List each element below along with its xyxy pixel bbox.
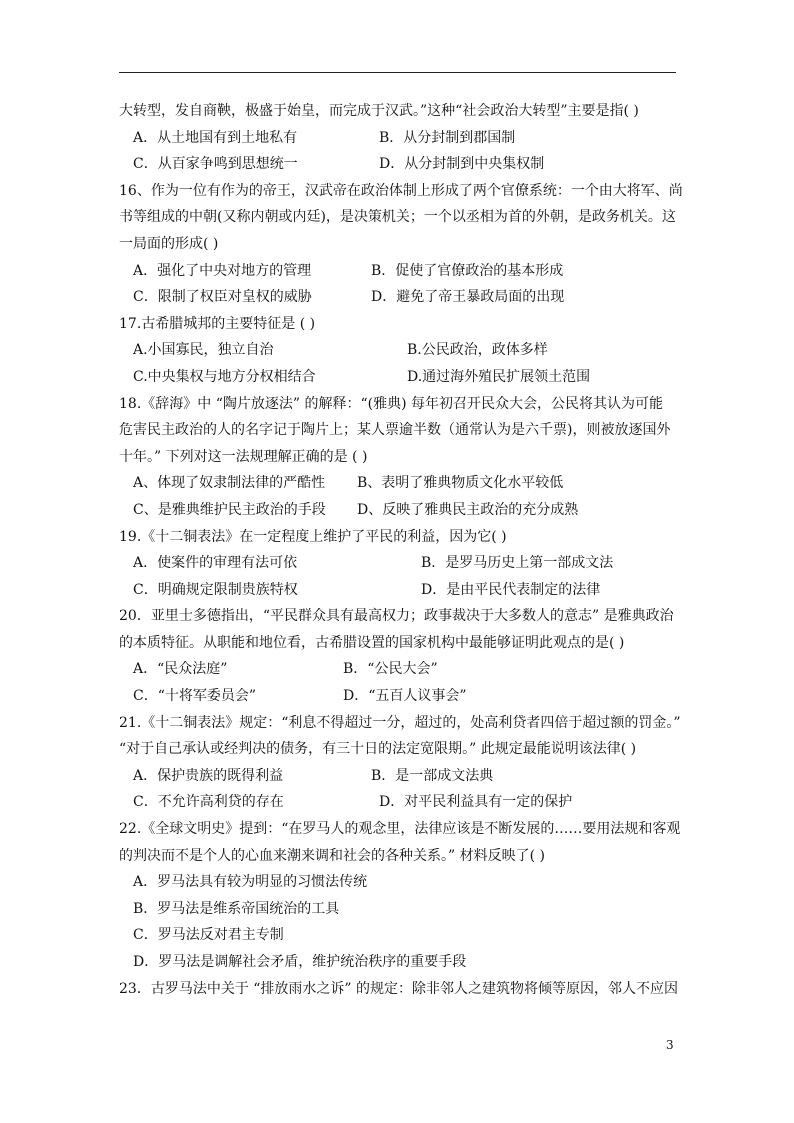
- answer-option: C．不允许高利贷的存在: [133, 794, 284, 811]
- answer-option: C．限制了权臣对皇权的威胁: [133, 289, 312, 306]
- answer-option: B．“公民大会”: [343, 661, 438, 678]
- answer-option: B.公民政治，政体多样: [407, 342, 548, 359]
- answer-option: A、体现了奴隶制法律的严酷性: [133, 475, 326, 492]
- answer-option: A．从土地国有到土地私有: [133, 129, 298, 146]
- text-line: 20．亚里士多德指出，“平民群众具有最高权力；政事裁决于大多数人的意志” 是雅典政治: [119, 608, 674, 625]
- page-number: 3: [666, 1038, 674, 1052]
- text-line: 23．古罗马法中关于 “排放雨水之诉” 的规定：除非邻人之建筑物将倾等原因，邻人不应因: [119, 980, 679, 997]
- text-line: 21.《十二铜表法》规定：“利息不得超过一分，超过的，处高利贷者四倍于超过额的罚金。”: [119, 714, 681, 731]
- option-row: [119, 151, 679, 178]
- answer-option: B．从分封制到郡国制: [379, 129, 516, 146]
- option-row: [119, 577, 679, 604]
- text-line: 的本质特征。从职能和地位看，古希腊设置的国家机构中最能够证明此观点的是( ): [119, 634, 625, 651]
- answer-option: D．是由平民代表制定的法律: [421, 581, 601, 598]
- option-row: [119, 763, 679, 790]
- text-line: 19.《十二铜表法》在一定程度上维护了平民的利益，因为它( ): [119, 528, 507, 545]
- answer-option: A．保护贵族的既得利益: [133, 767, 284, 784]
- answer-option: C、是雅典维护民主政治的手段: [133, 501, 326, 518]
- answer-option: A．强化了中央对地方的管理: [133, 262, 312, 279]
- text-line: 18.《辞海》中 “陶片放逐法” 的解释：“(雅典) 每年初召开民众大会，公民将其认为可能: [119, 395, 664, 412]
- option-row: [119, 125, 679, 152]
- text-line: 22.《全球文明史》提到：“在罗马人的观念里，法律应该是不断发展的……要用法规和客观: [119, 821, 681, 838]
- answer-option: D．“五百人议事会”: [343, 688, 467, 705]
- answer-option: B．罗马法是维系帝国统治的工具: [133, 900, 340, 917]
- answer-option: D．对平民利益具有一定的保护: [379, 794, 573, 811]
- option-row: [119, 497, 679, 524]
- option-row: [119, 258, 679, 285]
- text-line: 十年。” 下列对这一法规理解正确的是 ( ): [119, 448, 368, 465]
- question-text: [119, 98, 683, 1002]
- option-row: [119, 470, 679, 497]
- answer-option: D．罗马法是调解社会矛盾，维护统治秩序的重要手段: [133, 954, 467, 970]
- text-line: 17.古希腊城邦的主要特征是 ( ): [119, 315, 316, 332]
- answer-option: A．“民众法庭”: [133, 661, 228, 678]
- answer-option: A.小国寡民，独立自治: [133, 342, 274, 359]
- text-line: 16、作为一位有作为的帝王，汉武帝在政治体制上形成了两个官僚系统：一个由大将军、尚: [119, 182, 683, 199]
- answer-option: D．从分封制到中央集权制: [379, 156, 545, 173]
- answer-option: B．促使了官僚政治的基本形成: [371, 262, 564, 279]
- option-row: [119, 789, 679, 816]
- answer-option: C．罗马法反对君主专制: [133, 927, 284, 944]
- answer-option: C．从百家争鸣到思想统一: [133, 156, 298, 173]
- answer-option: D.通过海外殖民扩展领土范围: [407, 368, 591, 385]
- option-row: [119, 550, 679, 577]
- answer-option: C.中央集权与地方分权相结合: [133, 368, 316, 385]
- header-rule: [119, 72, 676, 73]
- answer-option: A．罗马法具有较为明显的习惯法传统: [133, 874, 368, 891]
- option-row: [119, 656, 679, 683]
- option-row: [119, 364, 679, 391]
- answer-option: B．是一部成文法典: [371, 767, 494, 784]
- text-line: 大转型，发自商鞅，极盛于始皇，而完成于汉武。”这种“社会政治大转型”主要是指( ): [119, 103, 639, 119]
- option-row: [119, 337, 679, 364]
- answer-option: C．“十将军委员会”: [133, 688, 257, 705]
- answer-option: B、表明了雅典物质文化水平较低: [357, 475, 564, 492]
- text-line: 的判决而不是个人的心血来潮来调和社会的各种关系。” 材料反映了( ): [119, 847, 545, 864]
- answer-option: A．使案件的审理有法可依: [133, 555, 298, 572]
- answer-option: B．是罗马历史上第一部成文法: [421, 555, 614, 572]
- option-row: [119, 922, 679, 949]
- text-line: 危害民主政治的人的名字记于陶片上；某人票逾半数（通常认为是六千票)，则被放逐国外: [119, 422, 671, 439]
- text-line: “对于自己承认或经判决的债务，有三十日的法定宽限期。” 此规定最能说明该法律( ): [119, 741, 637, 758]
- answer-option: D、反映了雅典民主政治的充分成熟: [357, 501, 579, 518]
- answer-option: C．明确规定限制贵族特权: [133, 581, 298, 598]
- answer-option: D．避免了帝王暴政局面的出现: [371, 289, 565, 306]
- text-line: 一局面的形成( ): [119, 235, 219, 252]
- option-row: [119, 683, 679, 710]
- option-row: [119, 896, 679, 923]
- option-row: [119, 949, 679, 976]
- option-row: [119, 869, 679, 896]
- text-line: 书等组成的中朝(又称内朝或内廷)，是决策机关；一个以丞相为首的外朝，是政务机关。这: [119, 209, 676, 226]
- option-row: [119, 284, 679, 311]
